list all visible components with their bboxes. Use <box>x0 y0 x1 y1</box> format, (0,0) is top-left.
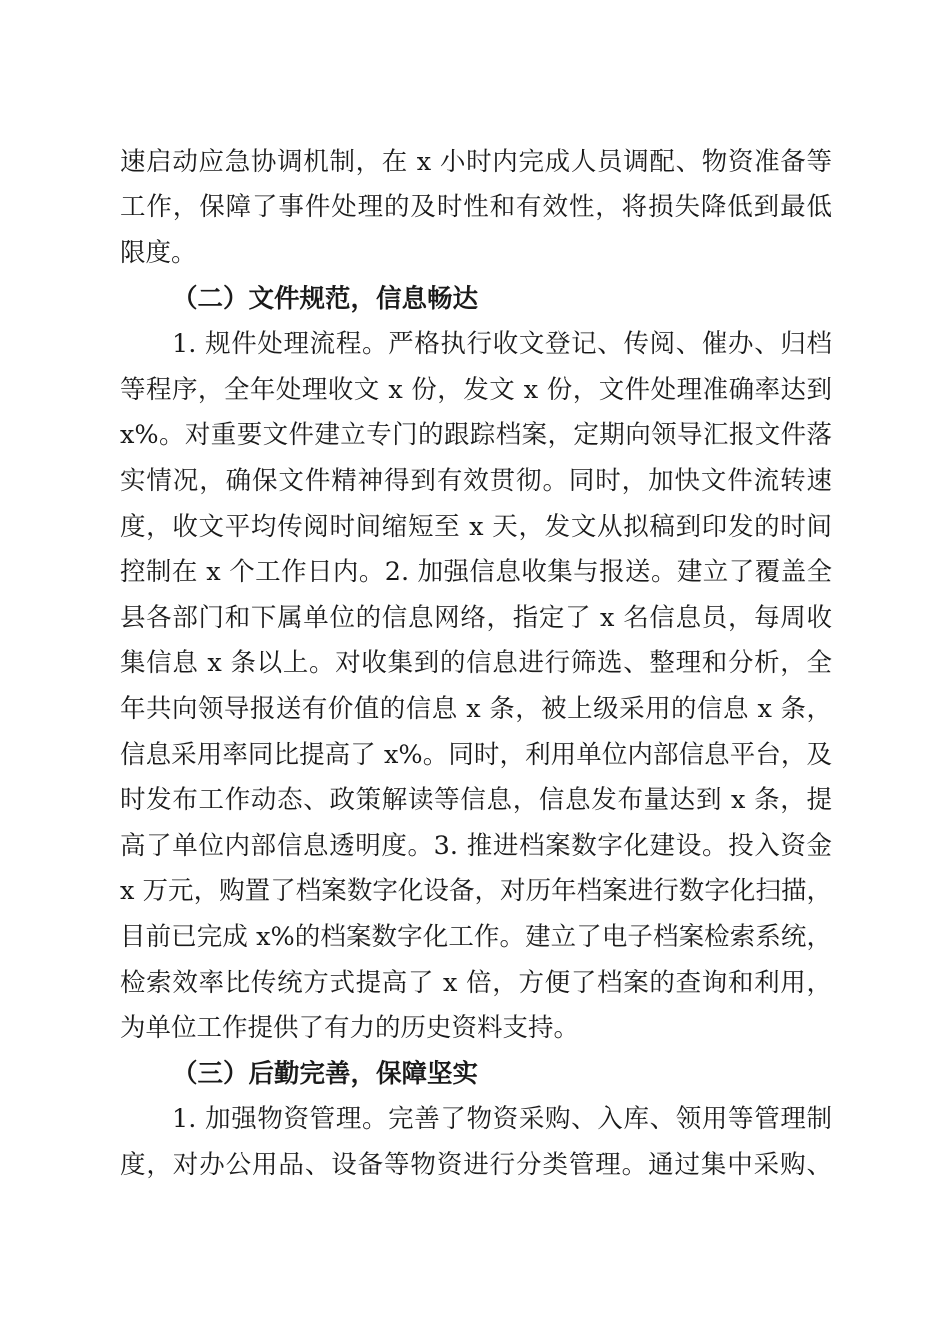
body-line: 控制在 x 个工作日内。2. 加强信息收集与报送。建立了覆盖全 <box>120 557 832 587</box>
body-line: 时发布工作动态、政策解读等信息，信息发布量达到 x 条，提 <box>120 785 832 815</box>
body-line: 高了单位内部信息透明度。3. 推进档案数字化建设。投入资金 <box>120 831 832 861</box>
body-line: 信息采用率同比提高了 x%。同时，利用单位内部信息平台，及 <box>120 740 832 770</box>
body-line: 度，收文平均传阅时间缩短至 x 天，发文从拟稿到印发的时间 <box>120 512 832 542</box>
body-line: 县各部门和下属单位的信息网络，指定了 x 名信息员，每周收 <box>120 603 832 633</box>
section-heading-2: （二）文件规范，信息畅达 <box>172 284 479 314</box>
body-line: 为单位工作提供了有力的历史资料支持。 <box>120 1013 580 1043</box>
body-line: x 万元，购置了档案数字化设备，对历年档案进行数字化扫描， <box>120 876 832 906</box>
body-line: 年共向领导报送有价值的信息 x 条，被上级采用的信息 x 条， <box>120 694 832 724</box>
body-line: 工作，保障了事件处理的及时性和有效性，将损失降低到最低 <box>120 192 832 222</box>
body-line: 1. 规件处理流程。严格执行收文登记、传阅、催办、归档 <box>172 329 832 359</box>
body-line: 目前已完成 x%的档案数字化工作。建立了电子档案检索系统， <box>120 922 832 952</box>
body-line: 集信息 x 条以上。对收集到的信息进行筛选、整理和分析，全 <box>120 648 832 678</box>
body-line: 检索效率比传统方式提高了 x 倍，方便了档案的查询和利用， <box>120 968 832 998</box>
body-line: x%。对重要文件建立专门的跟踪档案，定期向领导汇报文件落 <box>120 420 832 450</box>
body-line: 1. 加强物资管理。完善了物资采购、入库、领用等管理制 <box>172 1104 832 1134</box>
section-heading-3: （三）后勤完善，保障坚实 <box>172 1059 479 1089</box>
body-line: 实情况，确保文件精神得到有效贯彻。同时，加快文件流转速 <box>120 466 832 496</box>
body-line: 速启动应急协调机制，在 x 小时内完成人员调配、物资准备等 <box>120 147 832 177</box>
body-line: 限度。 <box>120 238 197 268</box>
body-line: 等程序，全年处理收文 x 份，发文 x 份，文件处理准确率达到 <box>120 375 832 405</box>
body-line: 度，对办公用品、设备等物资进行分类管理。通过集中采购、 <box>120 1150 832 1180</box>
